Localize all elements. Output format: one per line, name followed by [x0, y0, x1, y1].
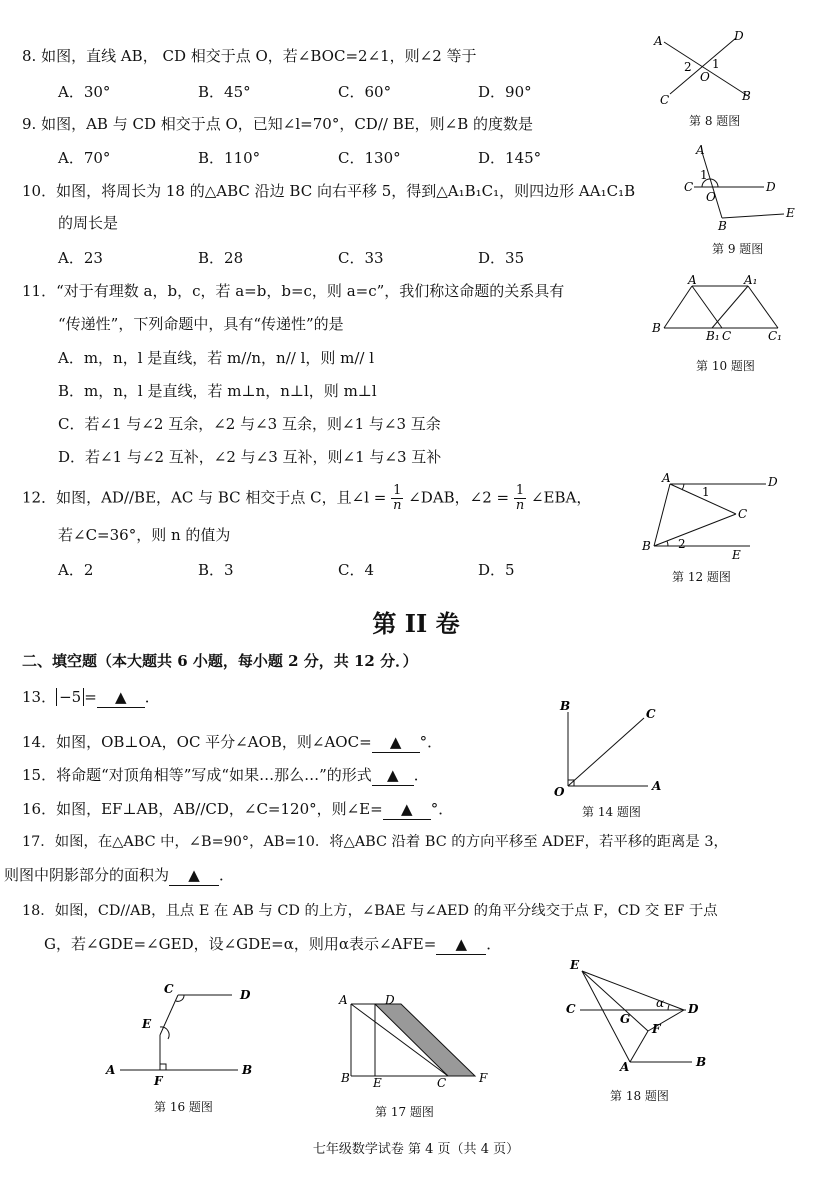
q17-stem: 则图中阴影部分的面积为 [4, 866, 170, 884]
q9-option-a: A．70° [58, 149, 111, 167]
f9-caption: 第 9 题图 [712, 242, 764, 256]
q14-tail: °． [419, 733, 443, 751]
f8-label-O: O [700, 70, 710, 84]
f18-label-G: G [620, 1012, 631, 1026]
q10-option-d: D．35 [478, 249, 525, 267]
q17-tail: ． [219, 866, 235, 884]
q13-number: 13． [22, 688, 57, 706]
q8-option-b: B．45° [198, 83, 251, 101]
q17-line2 [4, 865, 234, 886]
q11-option-b: B．m，n，l 是直线，若 m⊥n，n⊥l，则 m⊥l [58, 382, 377, 400]
q12-frac1-denominator: n [393, 498, 402, 513]
q15 [22, 765, 429, 786]
q16-answer-blank[interactable]: ▲ [383, 799, 431, 820]
q10-stem-line1: 10．如图，将周长为 18 的△ABC 沿边 BC 向右平移 5，得到△A₁B₁C₁，则四边形 AA₁C₁B [22, 182, 636, 200]
q10-option-c: C．33 [338, 249, 384, 267]
q12-option-c: C．4 [338, 561, 375, 579]
figure-8 [650, 28, 760, 108]
f14-label-C: C [646, 707, 656, 721]
figure-16 [100, 975, 265, 1095]
f12-label-B: B [642, 539, 651, 553]
q9-option-d: D．145° [478, 149, 542, 167]
q16 [22, 799, 453, 820]
f16-label-D: D [240, 988, 251, 1002]
f18-label-alpha: α [656, 996, 665, 1010]
f8-label-C: C [660, 93, 670, 107]
q12-fraction-1 [391, 484, 403, 513]
q14 [22, 732, 442, 753]
q11-option-d: D．若∠1 与∠2 互补，∠2 与∠3 互补，则∠1 与∠3 互补 [58, 448, 442, 466]
f16-label-B: B [242, 1063, 253, 1077]
f8-caption: 第 8 题图 [689, 114, 741, 128]
f12-label-2: 2 [678, 537, 686, 551]
q16-stem: 16．如图，EF⊥AB，AB//CD，∠C=120°，则∠E= [22, 800, 383, 818]
f9-label-B: B [718, 219, 727, 233]
q18-line2 [44, 934, 501, 955]
q11-stem-line2: “传递性”，下列命题中，具有“传递性”的是 [58, 315, 344, 333]
figure-17 [335, 990, 500, 1090]
f14-label-O: O [554, 785, 565, 799]
q11-stem-line1: 11．“对于有理数 a，b，c，若 a=b，b=c，则 a=c”，我们称这命题的关系具有 [22, 282, 565, 300]
f14-caption: 第 14 题图 [582, 805, 641, 819]
f12-label-E: E [732, 548, 741, 562]
q15-answer-blank[interactable]: ▲ [372, 765, 414, 786]
q8-option-c: C．60° [338, 83, 392, 101]
q18-stem: G，若∠GDE=∠GED，设∠GDE=α，则用α表示∠AFE= [44, 935, 437, 953]
f9-label-E: E [786, 206, 795, 220]
f12-label-D: D [768, 475, 778, 489]
section-ii-title: 第 II 卷 [372, 609, 460, 638]
q14-stem: 14．如图，OB⊥OA，OC 平分∠AOB，则∠AOC= [22, 733, 372, 751]
f9-label-O: O [706, 190, 716, 204]
q12-text-b: ∠DAB，∠2 = [408, 488, 510, 507]
f16-label-A: A [106, 1063, 116, 1077]
f12-label-1: 1 [702, 485, 710, 499]
q17-line1: 17．如图，在△ABC 中，∠B=90°，AB=10．将△ABC 沿着 BC 的方向平移至 ADEF，若平移的距离是 3， [22, 834, 728, 850]
q12-text-a: 12．如图，AD//BE，AC 与 BC 相交于点 C，且∠l = [22, 488, 387, 507]
q15-stem: 15．将命题“对顶角相等”写成“如果…那么…”的形式 [22, 766, 372, 784]
q11-option-a: A．m，n，l 是直线，若 m//n，n// l，则 m// l [58, 349, 375, 367]
f14-label-A: A [652, 779, 662, 793]
f9-label-1: 1 [700, 168, 708, 182]
q9-option-c: C．130° [338, 149, 401, 167]
q13-answer-blank[interactable]: ▲ [97, 687, 145, 708]
f17-label-F: F [479, 1071, 488, 1085]
f8-label-D: D [734, 29, 744, 43]
f8-label-2: 2 [684, 60, 692, 74]
f18-label-F: F [652, 1022, 661, 1036]
q17-answer-blank[interactable]: ▲ [169, 865, 219, 886]
figure-9 [680, 142, 800, 234]
q12-option-a: A．2 [58, 561, 94, 579]
page-footer: 七年级数学试卷 第 4 页（共 4 页） [312, 1142, 520, 1157]
f16-caption: 第 16 题图 [154, 1100, 213, 1114]
f10-label-B: B [652, 321, 661, 335]
f18-caption: 第 18 题图 [610, 1089, 669, 1103]
q12-frac2-denominator: n [515, 498, 525, 513]
q18-answer-blank[interactable]: ▲ [436, 934, 486, 955]
f18-label-E: E [570, 958, 580, 972]
q12-frac1-numerator: 1 [393, 483, 402, 498]
f18-label-C: C [566, 1002, 576, 1016]
q8-stem: 8. 如图，直线 AB， CD 相交于点 O，若∠BOC=2∠1，则∠2 等于 [22, 47, 477, 65]
q10-option-a: A．23 [58, 249, 103, 267]
q13-equals: = [84, 688, 97, 706]
f17-label-B: B [341, 1071, 350, 1085]
fill-blank-heading: 二、填空题（本大题共 6 小题，每小题 2 分，共 12 分．） [22, 652, 418, 670]
q13-period: ． [144, 688, 160, 706]
f17-label-C: C [437, 1076, 447, 1090]
q12-option-d: D．5 [478, 561, 515, 579]
q14-answer-blank[interactable]: ▲ [372, 732, 420, 753]
figure-10 [650, 272, 790, 347]
q12-frac2-numerator: 1 [515, 483, 525, 498]
f12-label-C: C [738, 507, 748, 521]
figure-14 [548, 696, 678, 799]
f10-caption: 第 10 题图 [696, 359, 755, 373]
q9-option-b: B．110° [198, 149, 261, 167]
f10-label-A1: A₁ [744, 273, 758, 287]
q10-stem-line2: 的周长是 [58, 214, 119, 232]
f8-label-A: A [654, 34, 663, 48]
f8-label-1: 1 [712, 57, 720, 71]
q12-option-b: B．3 [198, 561, 234, 579]
f8-label-B: B [742, 89, 751, 103]
q12-text-c: ∠EBA， [530, 488, 592, 507]
f10-label-C: C [722, 329, 732, 343]
q12-stem-line1 [22, 484, 591, 513]
q8-option-d: D．90° [478, 83, 532, 101]
f10-label-A: A [688, 273, 697, 287]
q12-fraction-2 [514, 484, 526, 513]
figure-18 [560, 955, 725, 1080]
f16-label-E: E [142, 1017, 152, 1031]
f12-caption: 第 12 题图 [672, 570, 731, 584]
q13-absolute-value: −5 [56, 688, 84, 706]
f18-label-B: B [696, 1055, 707, 1069]
f10-label-C1: C₁ [768, 329, 782, 343]
q18-line1: 18．如图，CD//AB，且点 E 在 AB 与 CD 的上方，∠BAE 与∠AED 的角平分线交于点 F，CD 交 EF 于点 [22, 903, 718, 919]
f9-label-D: D [766, 180, 776, 194]
f17-label-A: A [339, 993, 348, 1007]
q15-tail: ． [413, 766, 429, 784]
f18-label-D: D [688, 1002, 699, 1016]
f10-label-B1: B₁ [706, 329, 720, 343]
q13 [22, 687, 160, 708]
q12-stem-line2: 若∠C=36°，则 n 的值为 [58, 526, 231, 544]
f17-label-E: E [373, 1076, 382, 1090]
f18-label-A: A [620, 1060, 630, 1074]
f12-label-A: A [662, 471, 671, 485]
f16-label-F: F [154, 1074, 163, 1088]
f14-label-B: B [560, 699, 571, 713]
f17-label-D: D [385, 993, 395, 1007]
f9-label-A: A [696, 143, 705, 157]
figure-12 [640, 472, 785, 567]
q11-option-c: C．若∠1 与∠2 互余，∠2 与∠3 互余，则∠1 与∠3 互余 [58, 415, 441, 433]
f16-label-C: C [164, 982, 174, 996]
q18-tail: ． [486, 935, 502, 953]
q9-stem: 9. 如图，AB 与 CD 相交于点 O，已知∠l=70°，CD// BE，则∠B 的度数是 [22, 115, 534, 133]
f17-caption: 第 17 题图 [375, 1105, 434, 1119]
f9-label-C: C [684, 180, 694, 194]
q8-option-a: A．30° [58, 83, 111, 101]
q16-tail: °． [430, 800, 454, 818]
q10-option-b: B．28 [198, 249, 244, 267]
